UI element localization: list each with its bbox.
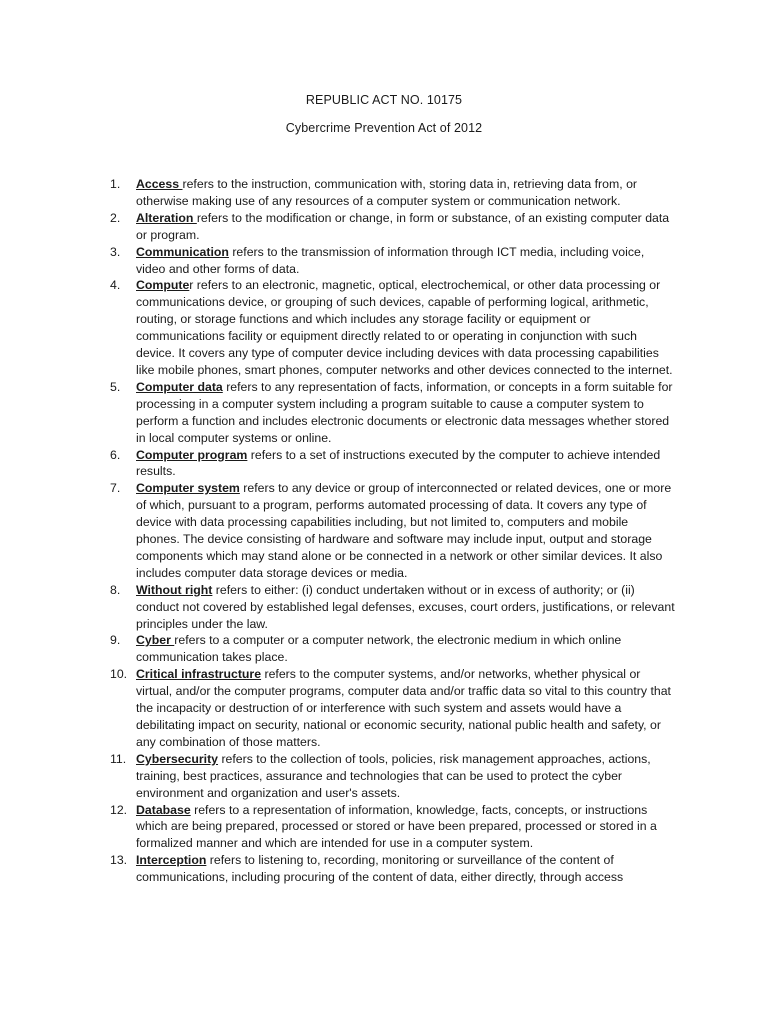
definition-text: refers to a computer or a computer network, the electronic medium in which online communication takes place. <box>136 633 622 665</box>
document-title: REPUBLIC ACT NO. 10175 <box>305 93 463 107</box>
definition-text: refers to either: (i) conduct undertaken without or in excess of authority; or (ii) conduct not covered by established legal defenses, excuses, court orders, justifications, or relevant principles under the law. <box>136 582 675 631</box>
definition-term: Database <box>136 802 191 817</box>
item-number: 11. <box>110 751 127 766</box>
definition-item <box>110 210 675 244</box>
definition-text: refers to a representation of information, knowledge, facts, concepts, or instructions which are being prepared, processed or stored or have been prepared, processed or stored in a formalized manner and which are intended for use in a computer system. <box>136 802 657 851</box>
definition-item <box>110 244 675 278</box>
item-number: 10. <box>110 667 128 682</box>
document-subtitle: Cybercrime Prevention Act of 2012 <box>285 121 483 135</box>
item-number: 13. <box>110 853 128 868</box>
definition-term: Access <box>136 177 183 191</box>
item-number: 9. <box>110 633 121 648</box>
definition-item <box>110 802 675 853</box>
item-number: 2. <box>110 210 121 225</box>
definition-term: Critical infrastructure <box>136 667 262 682</box>
definitions-list <box>110 176 675 886</box>
definition-term: Cyber <box>136 633 175 648</box>
definition-item <box>110 277 675 378</box>
definition-item <box>110 379 675 447</box>
definition-term: Interception <box>136 853 207 868</box>
definition-text: refers to the collection of tools, policies, risk management approaches, actions, training, best practices, assurance and technologies that can be used to protect the cyber environment and organization and user's assets. <box>136 751 651 800</box>
definition-term: Computer data <box>136 379 223 394</box>
definition-item <box>110 632 675 666</box>
definition-term: Communication <box>136 244 229 259</box>
item-number: 3. <box>110 244 121 259</box>
definition-text: r refers to an electronic, magnetic, optical, electrochemical, or other data processing or communications device, or grouping of such devices, capable of performing logical, arithmetic, routing, or storage functions and which includes any storage facility or equipment or communications facility or equipment directly related to or operating in conjunction with such device. It covers any type of computer device including devices with data processing capabilities like mobile phones, smart phones, computer networks and other devices connected to the internet. <box>136 278 673 377</box>
item-number: 5. <box>110 379 121 394</box>
definition-text: refers to a set of instructions executed by the computer to achieve intended results. <box>136 447 661 479</box>
definition-term: Computer system <box>136 481 240 496</box>
definition-term: Computer program <box>136 447 248 462</box>
definition-text: refers to any device or group of interconnected or related devices, one or more of which, pursuant to a program, performs automated processing of data. It covers any type of device with data processing capabilities including, but not limited to, computers and mobile phones. The device consisting of hardware and software may include input, output and storage components which may stand alone or be connected in a network or other similar devices. It also includes computer data storage devices or media. <box>136 481 672 580</box>
definition-text: refers to the modification or change, in form or substance, of an existing computer data or program. <box>136 210 670 242</box>
definition-item <box>110 582 675 633</box>
definition-text: refers to the computer systems, and/or networks, whether physical or virtual, and/or the computer programs, computer data and/or traffic data so vital to this country that the incapacity or destruction of or interference with such system and assets would have a debilitating impact on security, national or economic security, national public health and safety, or any combination of those matters. <box>136 667 671 749</box>
item-number: 12. <box>110 802 128 817</box>
definition-term: Alteration <box>136 210 197 225</box>
definition-item <box>110 751 675 802</box>
definition-item <box>110 480 675 581</box>
definition-text: refers to the transmission of information through ICT media, including voice, video and other forms of data. <box>136 244 645 276</box>
item-number: 8. <box>110 582 121 597</box>
definition-text: refers to the instruction, communication with, storing data in, retrieving data from, or otherwise making use of any resources of a computer system or communication network. <box>136 177 638 208</box>
definition-term: Compute <box>136 278 190 293</box>
definition-text: refers to any representation of facts, information, or concepts in a form suitable for processing in a computer system including a program suitable to cause a computer system to perform a function and includes electronic documents or electronic data messages whether stored in local computer systems or online. <box>136 379 673 445</box>
definition-term: Cybersecurity <box>136 751 219 766</box>
definition-text: refers to listening to, recording, monitoring or surveillance of the content of communications, including procuring of the content of data, either directly, through access <box>136 853 624 885</box>
item-number: 6. <box>110 447 121 462</box>
definition-term: Without right <box>136 582 213 597</box>
definition-item <box>110 852 675 886</box>
item-number: 7. <box>110 481 121 496</box>
definition-item <box>110 447 675 481</box>
item-number: 4. <box>110 278 121 293</box>
definition-item <box>110 176 675 210</box>
definition-item <box>110 666 675 751</box>
item-number: 1. <box>110 177 121 191</box>
